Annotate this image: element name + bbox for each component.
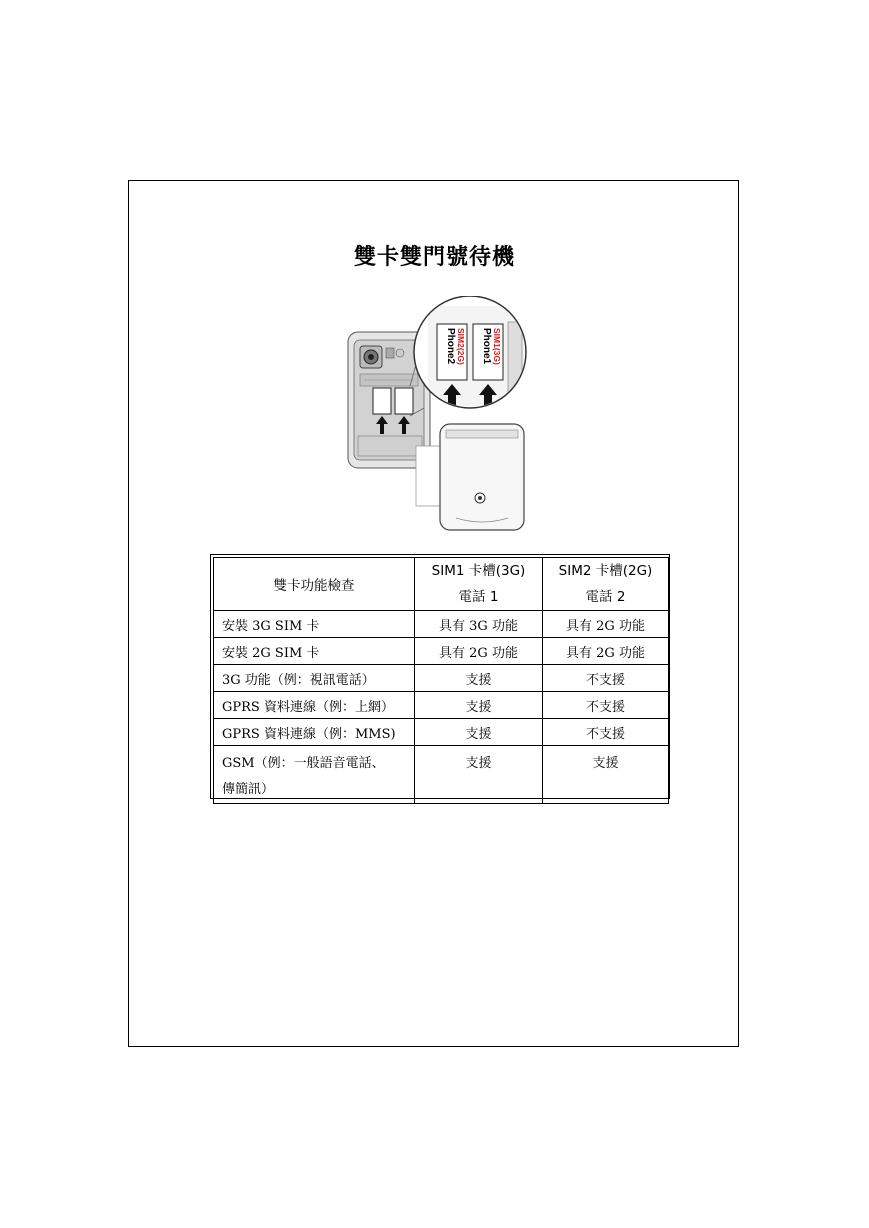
table-row <box>214 746 669 804</box>
feature-cell: GSM（例：一般語音電話、 傳簡訊） <box>214 746 415 804</box>
feature-cell: 3G 功能（例：視訊電話） <box>214 665 415 692</box>
phone-sim-illustration <box>340 296 540 536</box>
sim1-cell: 支援 <box>415 692 543 719</box>
header-feature: 雙卡功能檢查 <box>214 558 415 611</box>
sim2-cell: 不支援 <box>543 692 669 719</box>
dual-sim-table <box>210 554 670 799</box>
sim2-cell: 具有 2G 功能 <box>543 611 669 638</box>
sim1-cell: 支援 <box>415 719 543 746</box>
sim2-cell: 具有 2G 功能 <box>543 638 669 665</box>
header-sim2: SIM2 卡槽(2G) 電話 2 <box>543 558 669 611</box>
table-row <box>214 719 669 746</box>
sim2-cell: 不支援 <box>543 719 669 746</box>
sim1-cell: 支援 <box>415 665 543 692</box>
sim1-label: SIM1(3G) <box>492 328 502 365</box>
sim1-cell: 支援 <box>415 746 543 804</box>
phone1-label: Phone1 <box>481 328 492 365</box>
header-sim1: SIM1 卡槽(3G) 電話 1 <box>415 558 543 611</box>
phone2-label: Phone2 <box>445 328 456 365</box>
sim2-label: SIM2(2G) <box>456 328 466 365</box>
sim1-cell: 具有 2G 功能 <box>415 638 543 665</box>
table-row <box>214 611 669 638</box>
feature-cell: 安裝 2G SIM 卡 <box>214 638 415 665</box>
feature-cell: GPRS 資料連線（例：MMS) <box>214 719 415 746</box>
table-row <box>214 638 669 665</box>
feature-cell: GPRS 資料連線（例：上網） <box>214 692 415 719</box>
sim2-cell: 支援 <box>543 746 669 804</box>
page-title: 雙卡雙門號待機 <box>353 245 515 270</box>
sim1-cell: 具有 3G 功能 <box>415 611 543 638</box>
sim2-cell: 不支援 <box>543 665 669 692</box>
table-row <box>214 692 669 719</box>
feature-cell: 安裝 3G SIM 卡 <box>214 611 415 638</box>
table-row <box>214 665 669 692</box>
